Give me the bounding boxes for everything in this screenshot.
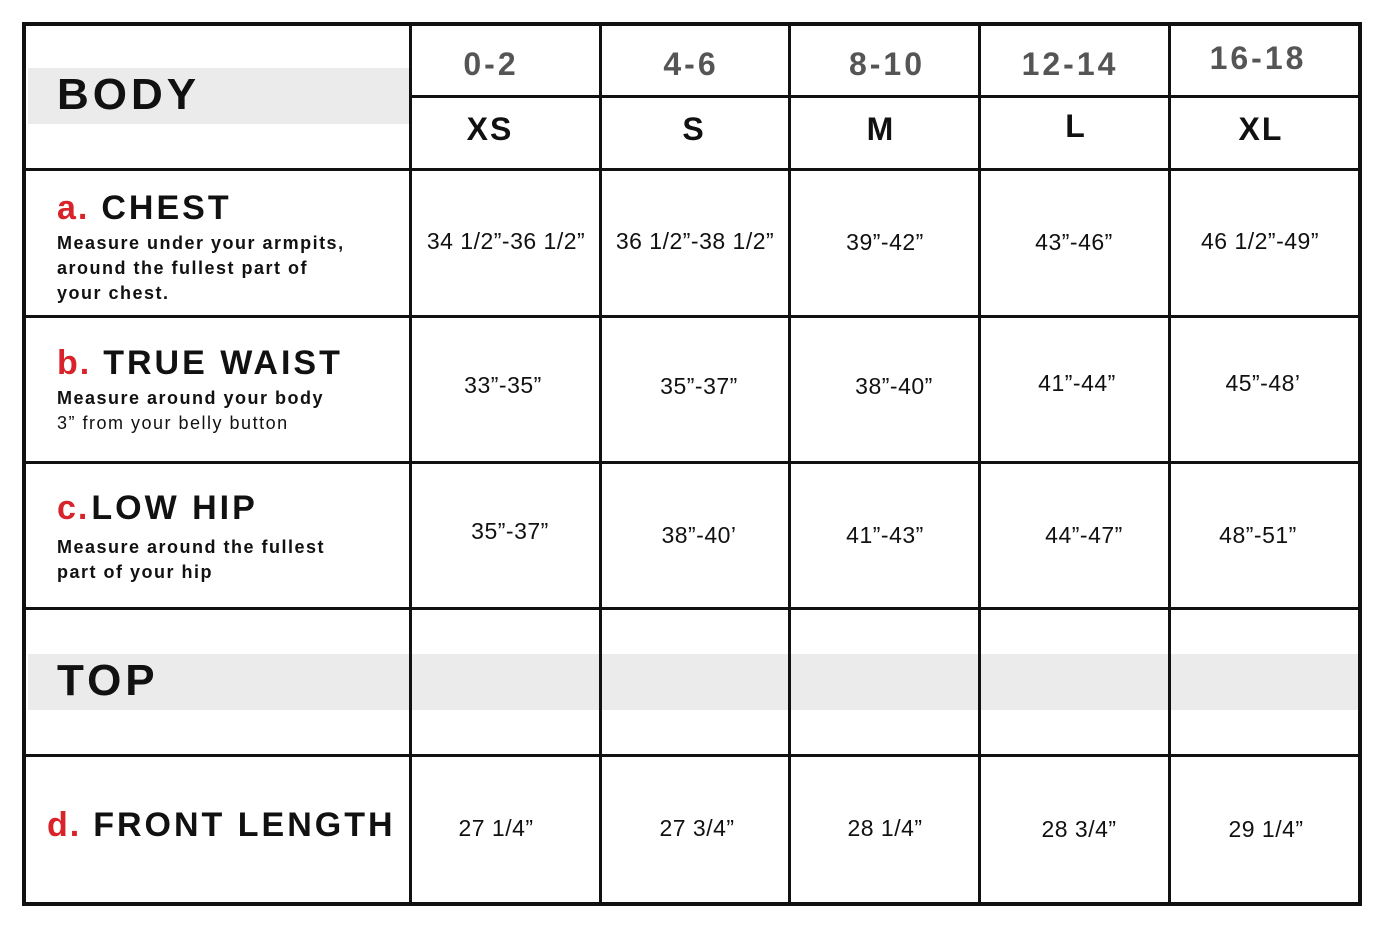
chest-row-title <box>57 189 232 228</box>
size-range: 12-14 <box>1021 46 1119 82</box>
row-divider <box>22 315 1362 318</box>
row-divider <box>22 754 1362 757</box>
column-divider <box>409 22 412 906</box>
size-label: XL <box>1238 111 1284 147</box>
size-label: S <box>682 111 706 147</box>
waist-description <box>57 386 324 436</box>
measurement-cell: 41”-43” <box>846 522 924 548</box>
measurement-cell: 29 1/4” <box>1228 816 1304 842</box>
measurement-cell: 33”-35” <box>464 372 542 398</box>
description-line: your chest. <box>57 283 170 303</box>
column-divider <box>978 22 981 906</box>
row-name: TRUE WAIST <box>103 344 343 382</box>
front-length-row-title <box>47 806 396 845</box>
row-name: CHEST <box>101 189 232 227</box>
size-range: 8-10 <box>848 46 926 82</box>
row-letter: b. <box>57 344 92 382</box>
column-divider <box>599 22 602 906</box>
measurement-cell: 35”-37” <box>660 373 738 399</box>
measurement-cell: 38”-40’ <box>661 522 737 548</box>
description-line: Measure around your body <box>57 388 325 408</box>
size-label: L <box>1065 108 1087 144</box>
row-name: LOW HIP <box>91 489 258 527</box>
chest-description <box>57 231 345 306</box>
chart-border <box>22 22 1362 906</box>
measurement-cell: 35”-37” <box>471 518 549 544</box>
description-line: 3” from your belly button <box>57 413 289 433</box>
measurement-cell: 41”-44” <box>1038 370 1116 396</box>
measurement-cell: 48”-51” <box>1219 522 1297 548</box>
top-section-title: TOP <box>57 656 159 705</box>
measurement-cell: 27 3/4” <box>659 815 735 841</box>
measurement-cell: 28 3/4” <box>1041 816 1117 842</box>
column-divider <box>788 22 791 906</box>
description-line: part of your hip <box>57 562 213 582</box>
measurement-cell: 43”-46” <box>1035 229 1113 255</box>
row-divider <box>22 461 1362 464</box>
body-section-title: BODY <box>57 70 201 119</box>
measurement-cell: 34 1/2”-36 1/2” <box>426 228 586 254</box>
description-line: Measure under your armpits, <box>57 233 345 253</box>
description-line: Measure around the fullest <box>57 537 326 557</box>
description-line: around the fullest part of <box>57 258 309 278</box>
row-name: FRONT LENGTH <box>93 806 396 844</box>
measurement-cell: 36 1/2”-38 1/2” <box>615 228 775 254</box>
header-divider <box>409 95 1359 98</box>
row-letter: c. <box>57 489 90 527</box>
size-range: 4-6 <box>663 46 719 82</box>
row-divider <box>22 168 1362 171</box>
hip-description <box>57 535 325 585</box>
measurement-cell: 38”-40” <box>855 373 933 399</box>
measurement-cell: 39”-42” <box>846 229 924 255</box>
hip-row-title <box>57 489 258 528</box>
measurement-cell: 27 1/4” <box>458 815 534 841</box>
size-label: XS <box>466 111 514 147</box>
row-letter: a. <box>57 189 90 227</box>
size-range: 16-18 <box>1209 40 1307 76</box>
size-label: M <box>866 111 896 147</box>
waist-row-title <box>57 344 343 383</box>
size-range: 0-2 <box>463 46 519 82</box>
measurement-cell: 28 1/4” <box>847 815 923 841</box>
measurement-cell: 44”-47” <box>1045 522 1123 548</box>
row-letter: d. <box>47 806 82 844</box>
measurement-cell: 46 1/2”-49” <box>1200 228 1319 254</box>
column-divider <box>1168 22 1171 906</box>
row-divider <box>22 607 1362 610</box>
measurement-cell: 45”-48’ <box>1225 370 1301 396</box>
